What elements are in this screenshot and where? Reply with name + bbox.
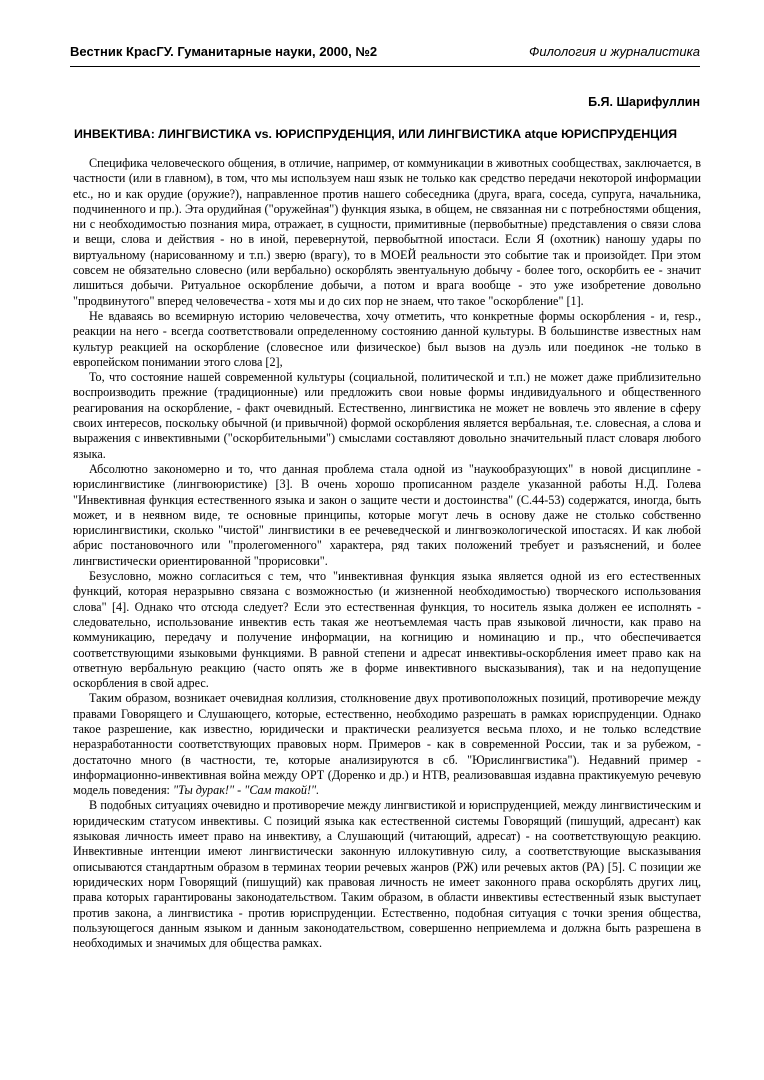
paragraph (73, 691, 701, 798)
journal-title: Вестник КрасГУ. Гуманитарные науки, 2000, №2 (70, 44, 378, 59)
paragraph: В подобных ситуациях очевидно и противоречие между лингвистикой и юриспруденцией, между лингвистическим и юридическим статусом инвективы. С позиций языка как естественной системы Говорящий (пишущий, адресант) как языковая личность имеет право на инвективу, а Слушающий (читающий, адресат) - на соответствующую реакцию. Инвективные интенции имеют лингвистически законную иллокутивную силу, а соответствующие высказывания описываются стандартным образом в терминах теории речевых жанров (РЖ) или речевых актов (РА) [5]. С позиции же юридических норм Говорящий (пишущий) как правовая личность не имеет законного права оскорблять других лиц, права которых гарантированы законодательством. Таким образом, в области инвективы естественный язык выступает против закона, а лингвистика - против юриспруденции. Естественно, подобная ситуация с точки зрения общества, пользующегося данным языком и данным законодательством, совершенно неприемлема и должна быть разрешена в необходимых и значимых для общества рамках. (73, 798, 701, 951)
section-name: Филология и журналистика (529, 44, 700, 59)
article-body (73, 156, 701, 951)
author-name: Б.Я. Шарифуллин (588, 95, 700, 109)
paragraph-text: Таким образом, возникает очевидная коллизия, столкновение двух противоположных позиций, противоречие между правами Говорящего и Слушающего, которые, естественно, необходимо разрешать в рамках юриспруденции. Однако такое разрешение, как известно, юридически и практически реализуется весьма плохо, и не только вследствие неразработанности соответствующих правовых норм. Примеров - как в современной России, так и за рубежом, - достаточно много (в частности, те, которые анализируются в сб. "Юрислингвистика"). Недавний пример - информационно-инвективная война между ОРТ (Доренко и др.) и НТВ, реализовавшая издавна практикуемую речевую модель поведения: (73, 691, 701, 798)
paragraph: Безусловно, можно согласиться с тем, что "инвективная функция языка является одной из его естественных функций, которая неразрывно связана с возможностью (и жизненной необходимостью) творческого использования слова" [4]. Однако что отсюда следует? Если это естественная функция, то носитель языка должен ее исполнять - следовательно, использование инвектив есть такая же неотъемлемая часть прав языковой личности, как право на коммуникацию, передачу и получение информации, на когницию и номинацию и пр., что обеспечивается соответствующими языковыми функциями. В равной степени и адресат инвективы-оскорбления имеет право как на ответную вербальную реакцию (часто опять же в форме инвективного высказывания), так и на недопущение оскорбления в свой адрес. (73, 569, 701, 691)
article-title: ИНВЕКТИВА: ЛИНГВИСТИКА vs. ЮРИСПРУДЕНЦИЯ, ИЛИ ЛИНГВИСТИКА atque ЮРИСПРУДЕНЦИЯ (74, 127, 678, 141)
quote-text: "Ты дурак!" - "Сам такой!". (173, 783, 320, 798)
paragraph: Абсолютно закономерно и то, что данная проблема стала одной из "наукообразующих" в новой дисциплине - юрислингвистике (лингвоюристике) [3]. В очень хорошо прописанном разделе указанной работы Н.Д. Голева "Инвективная функция естественного языка и закон о защите чести и достоинства" (С.44-53) содержатся, иногда, быть может, и в неявном виде, те основные принципы, которые могут лечь в основу даже не столько собственно юрислингвистики, сколько "чистой" лингвистики в ее речеведческой и лингвоэкологической ипостасях. И как любой абрис постановочного или "пролегоменного" характера, ряд таких положений требует и разъяснений, и более лингвистически ориентированной "прорисовки". (73, 461, 701, 568)
paragraph: То, что состояние нашей современной культуры (социальной, политической и т.п.) не может даже приблизительно воспроизводить прежние (традиционные) или предложить свои новые формы индивидуального и общественного реагирования на оскорбление, - факт очевидный. Естественно, лингвистика не может не вовлечь это явление в сферу своих интересов, поскольку обычной (и привычной) формой оскорбления является вербальная, т.е. словесная, а слова и выражения с инвективными ("оскорбительными") смыслами составляют довольно значительный пласт словаря любого языка. (73, 370, 701, 461)
page-header (70, 44, 700, 67)
paragraph: Специфика человеческого общения, в отличие, например, от коммуникации в животных сообществах, заключается, в частности (или в главном), в том, что мы используем наш язык не только как средство передачи некоторой информации etc., но и как орудие (оружие?), направленное против нашего собеседника (друга, врага, соседа, супруга, начальника, подчиненного и пр.). Эта орудийная ("оружейная") функция языка, в общем, не связанная ни с потребностями общения, ни с необходимостью познания мира, отражает, в сущности, примитивные (первобытные) представления о связи слова и вещи, слова и действия - но в иной, перевернутой, первобытной ипостаси. Если Я (охотник) наношу удары по виртуальному (нарисованному и т.п.) зверю (врагу), то в МОЕЙ реальности это событие так и произойдет. При этом совсем не обязательно словесно (или вербально) оскорблять эвентуальную добычу - более того, оскорбить ее - значит лишиться добычи. Ритуальное оскорбление добычи, а потом и врага вообще - это уже изобретение довольно "продвинутого" вперед человечества - хотя мы и до сих пор не знаем, что такое "оскорбление" [1]. (73, 156, 701, 308)
paragraph: Не вдаваясь во всемирную историю человечества, хочу отметить, что конкретные формы оскорбления - и, resp., реакции на него - всегда соответствовали определенному состоянию данной культуры. В большинстве известных нам культур реакцией на оскорбление (словесное или физическое) был вызов на дуэль или поединок -не только в европейском понимании этого слова [2], (73, 308, 701, 369)
